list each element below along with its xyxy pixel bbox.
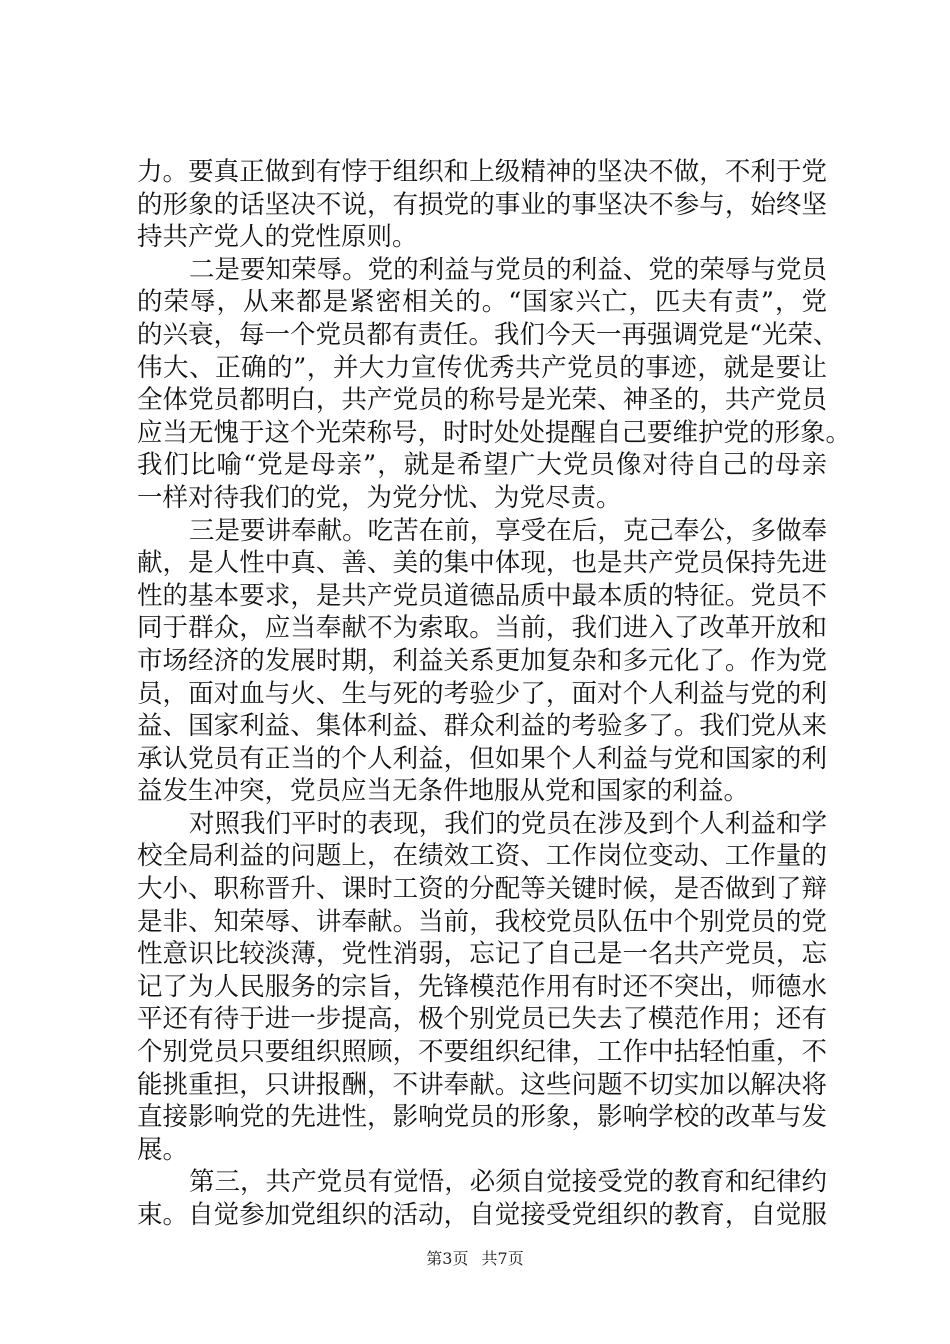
page-number: 第3页	[426, 1249, 469, 1268]
text-line: 益发生冲突，党员应当无条件地服从党和国家的利益。	[137, 776, 750, 807]
text-line: 全体党员都明白，共产党员的称号是光荣、神圣的，共产党员	[137, 385, 827, 416]
text-line: 是非、知荣辱、讲奉献。当前，我校党员队伍中个别党员的党	[137, 906, 827, 937]
text-line: 记了为人民服务的宗旨，先锋模范作用有时还不突出，师德水	[137, 971, 827, 1002]
text-line: 的兴衰，每一个党员都有责任。我们今天一再强调党是“光荣、	[137, 319, 839, 350]
text-line: 力。要真正做到有悖于组织和上级精神的坚决不做，不利于党	[137, 157, 827, 187]
text-line: 员，面对血与火、生与死的考验少了，面对个人利益与党的利	[137, 678, 827, 709]
text-line: 对照我们平时的表现，我们的党员在涉及到个人利益和学	[189, 808, 827, 839]
text-line: 三是要讲奉献。吃苦在前，享受在后，克己奉公，多做奉	[189, 515, 827, 546]
text-line: 直接影响党的先进性，影响党员的形象，影响学校的改革与发	[137, 1102, 827, 1133]
text-line: 第三，共产党员有觉悟，必须自觉接受党的教育和纪律约	[189, 1167, 827, 1198]
text-line: 的形象的话坚决不说，有损党的事业的事坚决不参与，始终坚	[137, 189, 827, 220]
text-line: 个别党员只要组织照顾，不要组织纪律，工作中拈轻怕重，不	[137, 1037, 827, 1068]
text-line: 我们比喻“党是母亲”，就是希望广大党员像对待自己的母亲	[137, 450, 827, 481]
text-line: 益、国家利益、集体利益、群众利益的考验多了。我们党从来	[137, 711, 827, 742]
text-line: 能挑重担，只讲报酬，不讲奉献。这些问题不切实加以解决将	[137, 1069, 827, 1100]
text-line: 大小、职称晋升、课时工资的分配等关键时候，是否做到了辩	[137, 874, 827, 905]
text-line: 展。	[137, 1134, 189, 1165]
text-line: 应当无愧于这个光荣称号，时时处处提醒自己要维护党的形象。	[137, 417, 852, 448]
text-line: 的荣辱，从来都是紧密相关的。“国家兴亡，匹夫有责”，党	[137, 287, 827, 318]
text-line: 性的基本要求，是共产党员道德品质中最本质的特征。党员不	[137, 580, 827, 611]
text-line: 校全局利益的问题上，在绩效工资、工作岗位变动、工作量的	[137, 841, 827, 872]
text-line: 持共产党人的党性原则。	[137, 222, 418, 253]
text-line: 束。自觉参加党组织的活动，自觉接受党组织的教育，自觉服	[137, 1200, 827, 1230]
text-line: 二是要知荣辱。党的利益与党员的利益、党的荣辱与党员	[189, 254, 827, 285]
text-line: 伟大、正确的”，并大力宣传优秀共产党员的事迹，就是要让	[137, 352, 827, 383]
page-total: 共7页	[481, 1249, 524, 1268]
page-footer	[0, 1249, 950, 1269]
text-line: 同于群众，应当奉献不为索取。当前，我们进入了改革开放和	[137, 613, 827, 644]
text-line: 承认党员有正当的个人利益，但如果个人利益与党和国家的利	[137, 743, 827, 774]
document-body	[137, 156, 852, 1232]
text-line: 一样对待我们的党，为党分忧、为党尽责。	[137, 482, 622, 513]
text-line: 性意识比较淡薄，党性消弱，忘记了自己是一名共产党员，忘	[137, 939, 827, 970]
text-line: 平还有待于进一步提高，极个别党员已失去了模范作用；还有	[137, 1004, 827, 1035]
text-line: 献，是人性中真、善、美的集中体现，也是共产党员保持先进	[137, 548, 827, 579]
text-line: 市场经济的发展时期，利益关系更加复杂和多元化了。作为党	[137, 645, 827, 676]
